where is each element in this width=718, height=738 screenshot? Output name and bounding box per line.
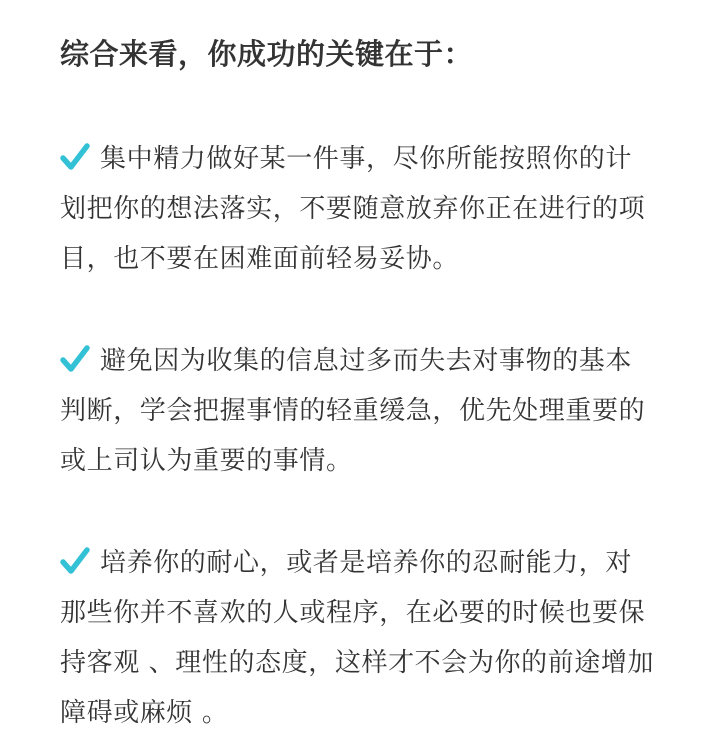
key-point-2 [60,336,658,486]
key-point-1 [60,134,658,284]
check-icon [60,143,90,171]
check-icon [60,345,90,373]
check-icon [60,547,90,575]
key-point-3 [60,538,658,738]
key-point-text: 培养你的耐心，或者是培养你的忍耐能力，对那些你并不喜欢的人或程序，在必要的时候也要保持客观 、理性的态度，这样才不会为你的前途增加障碍或麻烦 。 [60,548,655,728]
key-point-text: 集中精力做好某一件事，尽你所能按照你的计划把你的想法落实，不要随意放弃你正在进行的项目，也不要在困难面前轻易妥协。 [60,144,646,274]
key-points-list [60,134,658,738]
article-title: 综合来看，你成功的关键在于： [60,37,474,71]
key-point-text: 避免因为收集的信息过多而失去对事物的基本判断，学会把握事情的轻重缓急，优先处理重要的或上司认为重要的事情。 [60,346,646,476]
